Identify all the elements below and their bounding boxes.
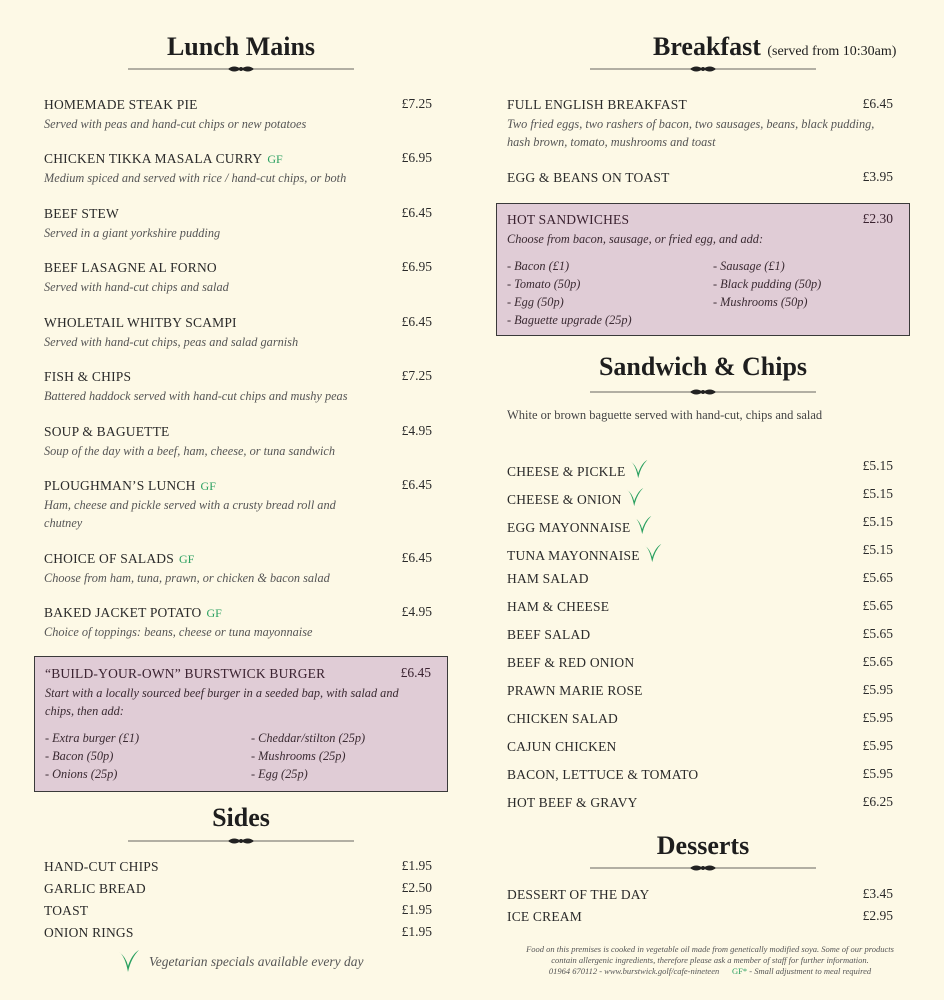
- item-name: HAM SALAD: [507, 571, 589, 586]
- sandwich-item: [507, 766, 893, 784]
- item-name: SOUP & BAGUETTE: [44, 424, 170, 439]
- item-price: £6.45: [862, 96, 893, 111]
- menu-item: [44, 205, 432, 242]
- item-price: £1.95: [401, 924, 432, 939]
- item-price: £5.95: [862, 710, 893, 725]
- item-price: £6.45: [401, 477, 432, 492]
- sandwich-item: [507, 458, 893, 481]
- item-price: £3.95: [862, 169, 893, 184]
- sandwich-item: [507, 738, 893, 756]
- item-name: CHICKEN TIKKA MASALA CURRY: [44, 151, 263, 166]
- menu-item: [44, 604, 432, 641]
- sides-heading: Sides: [212, 803, 270, 832]
- item-price: £6.25: [862, 794, 893, 809]
- side-item: [44, 880, 432, 898]
- item-name: WHOLETAIL WHITBY SCAMPI: [44, 315, 237, 330]
- item-name: DESSERT OF THE DAY: [507, 887, 650, 902]
- menu-item: [507, 96, 893, 151]
- item-name: EGG MAYONNAISE: [507, 520, 631, 535]
- burger-option: - Onions (25p): [45, 767, 118, 781]
- sandwich-item: [507, 598, 893, 616]
- menu-item: [507, 169, 893, 187]
- lunch-mains-heading: Lunch Mains: [166, 32, 316, 61]
- desserts-heading: Desserts: [656, 831, 750, 860]
- hot-sandwiches-name: HOT SANDWICHES: [507, 212, 630, 227]
- gluten-free-badge: GF: [178, 552, 195, 566]
- gluten-free-badge: GF: [200, 479, 216, 493]
- gf-key: GF*: [731, 966, 748, 976]
- item-name: TOAST: [44, 903, 89, 918]
- item-price: £7.25: [401, 96, 432, 111]
- item-price: £5.15: [862, 458, 893, 473]
- item-name: GARLIC BREAD: [44, 881, 146, 896]
- sandwich-item: [507, 570, 893, 588]
- item-name: CHOICE OF SALADS: [44, 551, 174, 566]
- item-name: CHEESE & PICKLE: [507, 464, 626, 479]
- item-name: BAKED JACKET POTATO: [44, 605, 202, 620]
- menu-item: [44, 550, 432, 587]
- dessert-item: [507, 886, 893, 904]
- hot-sandwich-option: - Black pudding (50p): [713, 277, 822, 291]
- item-name: PRAWN MARIE ROSE: [507, 683, 643, 698]
- burger-option: - Cheddar/stilton (25p): [251, 731, 366, 745]
- menu-item: [44, 477, 432, 532]
- veg-note: [114, 948, 363, 975]
- item-price: £5.95: [862, 682, 893, 697]
- item-price: £5.95: [862, 738, 893, 753]
- item-price: £3.45: [862, 886, 893, 901]
- item-price: £5.65: [862, 598, 893, 613]
- side-item: [44, 902, 432, 920]
- item-price: £1.95: [401, 858, 432, 873]
- sandwich-item: [507, 542, 893, 565]
- item-name: HAM & CHEESE: [507, 599, 610, 614]
- sandwich-item: [507, 682, 893, 700]
- gluten-free-badge: GF: [206, 606, 222, 620]
- burger-price: £6.45: [400, 665, 431, 680]
- item-name: HOMEMADE STEAK PIE: [44, 97, 198, 112]
- hot-sandwich-option: - Mushrooms (50p): [713, 295, 808, 309]
- item-price: £5.15: [862, 542, 893, 557]
- item-name: FULL ENGLISH BREAKFAST: [507, 97, 687, 112]
- burger-description: Start with a locally sourced beef burger in a seeded bap, with salad and chips, then add:: [45, 686, 399, 718]
- item-name: CHEESE & ONION: [507, 492, 622, 507]
- hot-sandwich-option: - Sausage (£1): [713, 259, 785, 273]
- item-price: £5.65: [862, 626, 893, 641]
- item-name: CAJUN CHICKEN: [507, 739, 617, 754]
- menu-item: [44, 259, 432, 296]
- item-price: £7.25: [401, 368, 432, 383]
- ornament-divider: [590, 387, 816, 397]
- item-name: ICE CREAM: [507, 909, 582, 924]
- item-name: EGG & BEANS ON TOAST: [507, 170, 670, 185]
- item-price: £5.15: [862, 514, 893, 529]
- item-name: BEEF STEW: [44, 206, 119, 221]
- sandwich-chips-heading: Sandwich & Chips: [598, 352, 808, 381]
- burger-option: - Egg (25p): [251, 767, 308, 781]
- item-price: £6.45: [401, 550, 432, 565]
- footer-line: contain allergenic ingredients, therefore please ask a member of staff for further information.: [551, 955, 869, 965]
- menu-item: [44, 423, 432, 460]
- menu-item: [44, 368, 432, 405]
- item-name: BEEF & RED ONION: [507, 655, 635, 670]
- breakfast-subtitle: (served from 10:30am): [767, 44, 897, 59]
- breakfast-title: Breakfast: [653, 32, 761, 61]
- item-price: £4.95: [401, 604, 432, 619]
- item-description: Soup of the day with a beef, ham, cheese, or tuna sandwich: [44, 444, 335, 458]
- item-price: £6.45: [401, 314, 432, 329]
- ornament-divider: [590, 64, 816, 74]
- item-name: HAND-CUT CHIPS: [44, 859, 159, 874]
- item-description: Choice of toppings: beans, cheese or tuna mayonnaise: [44, 625, 313, 639]
- burger-option: - Extra burger (£1): [45, 731, 140, 745]
- item-description: Two fried eggs, two rashers of bacon, two sausages, beans, black pudding, hash brown, tomato, mushrooms and toast: [507, 117, 875, 149]
- item-description: Medium spiced and served with rice / hand-cut chips, or both: [44, 171, 347, 185]
- item-price: £6.95: [401, 259, 432, 274]
- item-name: ONION RINGS: [44, 925, 134, 940]
- dessert-item: [507, 908, 893, 926]
- veg-note-text: Vegetarian specials available every day: [149, 954, 364, 969]
- sandwich-intro: White or brown baguette served with hand-cut, chips and salad: [507, 408, 823, 422]
- gluten-free-badge: GF: [267, 152, 283, 166]
- item-name: BEEF SALAD: [507, 627, 591, 642]
- sandwich-item: [507, 710, 893, 728]
- burger-option: - Bacon (50p): [45, 749, 114, 763]
- item-price: £2.95: [862, 908, 893, 923]
- footer-contact: 01964 670112 - www.burstwick.golf/cafe-nineteen: [548, 966, 720, 976]
- ornament-divider: [128, 64, 354, 74]
- menu-item: [44, 314, 432, 351]
- sandwich-item: [507, 794, 893, 812]
- hot-sandwiches-box: [496, 203, 910, 336]
- item-price: £5.65: [862, 570, 893, 585]
- item-price: £6.95: [401, 150, 432, 165]
- item-description: Served with peas and hand-cut chips or new potatoes: [44, 117, 307, 131]
- burger-box: [34, 656, 448, 792]
- item-name: BEEF LASAGNE AL FORNO: [44, 260, 217, 275]
- v-leaf-icon: [117, 948, 141, 974]
- hot-sandwich-option: - Egg (50p): [507, 295, 564, 309]
- gf-note: - Small adjustment to meal required: [749, 966, 872, 976]
- item-name: CHICKEN SALAD: [507, 711, 618, 726]
- item-price: £4.95: [401, 423, 432, 438]
- item-description: Battered haddock served with hand-cut chips and mushy peas: [44, 389, 348, 403]
- hot-sandwiches-price: £2.30: [862, 211, 893, 226]
- item-name: HOT BEEF & GRAVY: [507, 795, 638, 810]
- sandwich-item: [507, 626, 893, 644]
- hot-sandwich-option: - Bacon (£1): [507, 259, 570, 273]
- item-name: FISH & CHIPS: [44, 369, 132, 384]
- item-price: £2.50: [401, 880, 432, 895]
- item-price: £5.15: [862, 486, 893, 501]
- item-description: Served with hand-cut chips and salad: [44, 280, 229, 294]
- footer-line: Food on this premises is cooked in vegetable oil made from genetically modified soya. Some of our products: [526, 944, 894, 954]
- item-price: £5.65: [862, 654, 893, 669]
- item-description: Served with hand-cut chips, peas and salad garnish: [44, 335, 299, 349]
- sandwich-item: [507, 514, 893, 537]
- sandwich-item: [507, 654, 893, 672]
- footer-note: [492, 944, 928, 977]
- item-description: Choose from ham, tuna, prawn, or chicken & bacon salad: [44, 571, 330, 585]
- item-description: Ham, cheese and pickle served with a crusty bread roll and chutney: [44, 498, 336, 530]
- side-item: [44, 924, 432, 942]
- item-name: PLOUGHMAN’S LUNCH: [44, 478, 196, 493]
- hot-sandwich-option: - Baguette upgrade (25p): [507, 313, 632, 327]
- ornament-divider: [128, 836, 354, 846]
- item-description: Served in a giant yorkshire pudding: [44, 226, 221, 240]
- breakfast-heading: [653, 32, 944, 62]
- item-name: BACON, LETTUCE & TOMATO: [507, 767, 699, 782]
- v-leaf-icon: [625, 486, 645, 508]
- item-price: £1.95: [401, 902, 432, 917]
- v-leaf-icon: [633, 514, 653, 536]
- v-leaf-icon: [643, 542, 663, 564]
- side-item: [44, 858, 432, 876]
- item-price: £6.45: [401, 205, 432, 220]
- v-leaf-icon: [629, 458, 649, 480]
- item-price: £5.95: [862, 766, 893, 781]
- item-name: TUNA MAYONNAISE: [507, 548, 640, 563]
- sandwich-item: [507, 486, 893, 509]
- menu-item: [44, 150, 432, 187]
- hot-sandwich-option: - Tomato (50p): [507, 277, 581, 291]
- ornament-divider: [590, 863, 816, 873]
- burger-option: - Mushrooms (25p): [251, 749, 346, 763]
- menu-item: [44, 96, 432, 133]
- hot-sandwiches-description: Choose from bacon, sausage, or fried egg, and add:: [507, 232, 764, 246]
- burger-name: “BUILD-YOUR-OWN” BURSTWICK BURGER: [45, 666, 326, 681]
